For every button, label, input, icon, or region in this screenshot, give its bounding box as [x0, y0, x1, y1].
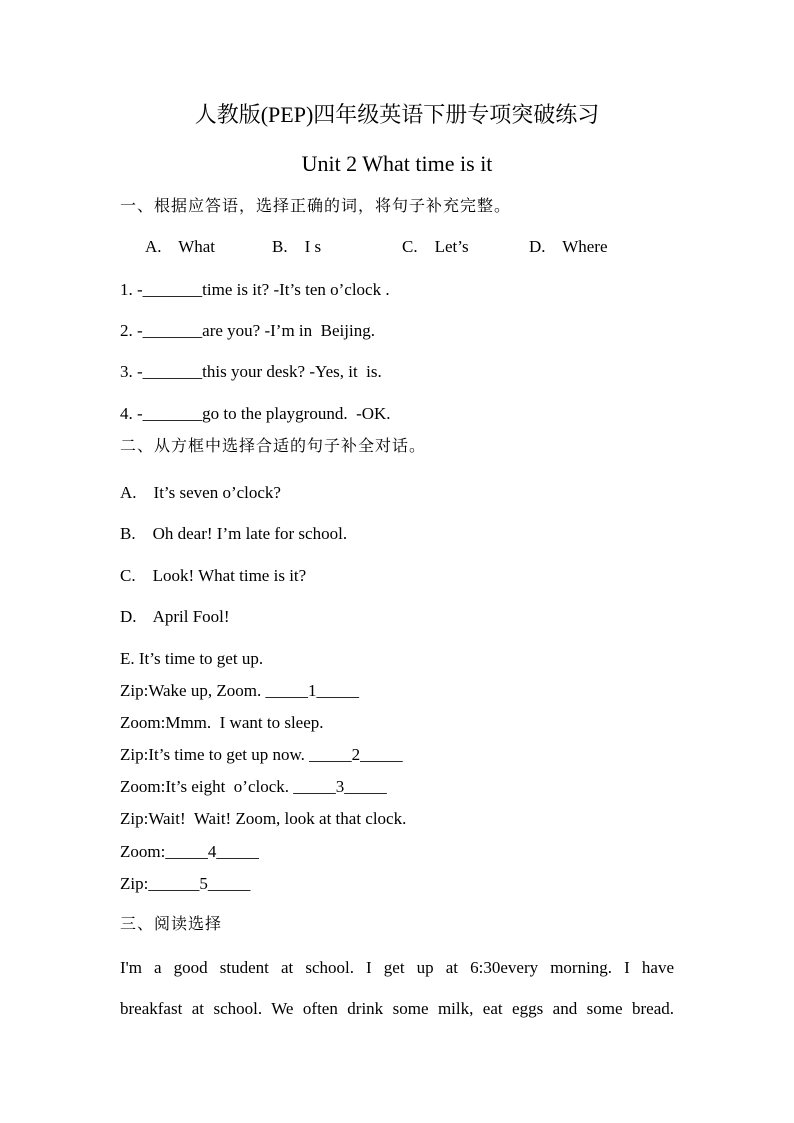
choice-a: A. It’s seven o’clock?: [120, 483, 281, 502]
choice-d: D. April Fool!: [120, 607, 230, 626]
dialogue-line-7: Zip:______5_____: [120, 874, 251, 893]
question-1: 1. -_______time is it? -It’s ten o’clock .: [120, 280, 390, 299]
option-b: B. I s: [272, 237, 322, 256]
dialogue-line-4: Zoom:It’s eight o’clock. _____3_____: [120, 777, 387, 796]
choice-b: B. Oh dear! I’m late for school.: [120, 524, 348, 543]
dialogue-line-6: Zoom:_____4_____: [120, 842, 259, 861]
section2-heading: 二、从方框中选择合适的句子补全对话。: [120, 436, 427, 455]
question-2: 2. -_______are you? -I’m in Beijing.: [120, 321, 375, 340]
dialogue-line-2: Zoom:Mmm. I want to sleep.: [120, 713, 324, 732]
choice-c: C. Look! What time is it?: [120, 566, 307, 585]
question-3: 3. -_______this your desk? -Yes, it is.: [120, 362, 382, 381]
unit-subtitle: Unit 2 What time is it: [301, 151, 493, 176]
option-c: C. Let’s: [402, 237, 469, 256]
document-title: 人教版(PEP)四年级英语下册专项突破练习: [194, 102, 600, 127]
dialogue-line-1: Zip:Wake up, Zoom. _____1_____: [120, 681, 359, 700]
section1-heading: 一、根据应答语，选择正确的词，将句子补充完整。: [120, 196, 512, 215]
reading-line-1: I'm a good student at school. I get up at 6:30every morning. I have: [120, 958, 674, 977]
choice-e: E. It’s time to get up.: [120, 649, 264, 668]
dialogue-line-3: Zip:It’s time to get up now. _____2_____: [120, 745, 403, 764]
section3-heading: 三、阅读选择: [120, 914, 223, 933]
option-a: A. What: [145, 237, 216, 256]
question-4: 4. -_______go to the playground. -OK.: [120, 404, 391, 423]
option-d: D. Where: [529, 237, 608, 256]
reading-line-2: breakfast at school. We often drink some milk, eat eggs and some bread.: [120, 999, 674, 1018]
dialogue-line-5: Zip:Wait! Wait! Zoom, look at that clock.: [120, 809, 407, 828]
